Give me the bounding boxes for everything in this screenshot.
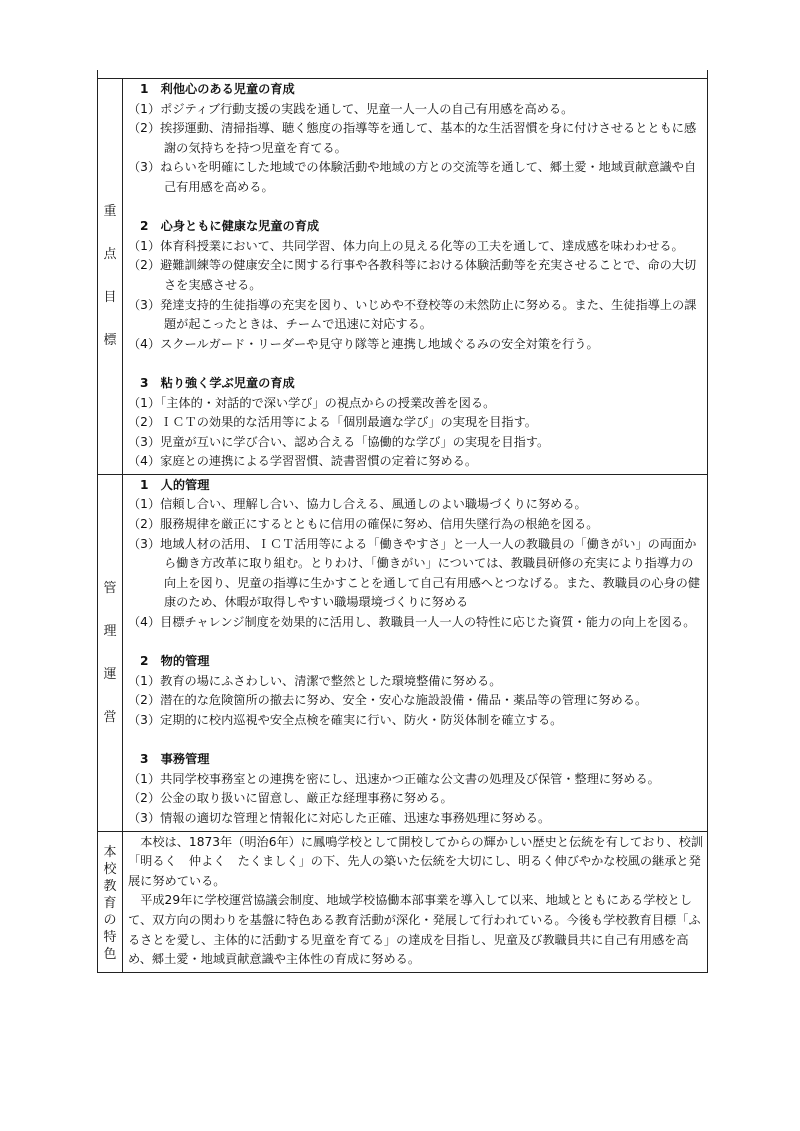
features-paragraph: 平成29年に学校運営協議会制度、地域学校協働本部事業を導入して以来、地域とともにある学校として、双方向の関わりを基盤に特色ある教育活動が深化・発展して行われている。今後も学校教育目標「ふるさとを愛し、主体的に活動する児童を育てる」の達成を目指し、児童及び教職員共に自己有用感を高め、郷土愛・地域貢献意識や主体性の育成に努める。 bbox=[128, 893, 701, 967]
group-heading: 2 心身ともに健康な児童の育成 bbox=[140, 219, 320, 234]
list-item: （2）公金の取り扱いに留意し、厳正な経理事務に努める。 bbox=[128, 791, 453, 806]
mgmt-group-clerical bbox=[128, 750, 704, 828]
group-heading: 2 物的管理 bbox=[140, 654, 210, 669]
group-heading: 3 粘り強く学ぶ児童の育成 bbox=[140, 375, 295, 390]
list-item: （2）ＩＣＴの効果的な活用等による「個別最適な学び」の実現を目指す。 bbox=[128, 415, 537, 430]
list-item: （3）発達支持的生徒指導の充実を図り、いじめや不登校等の未然防止に努める。また、生徒指導上の課題が起こったときは、チームで迅速に対応する。 bbox=[128, 297, 697, 332]
list-item: （4）スクールガード・リーダーや見守り隊等と連携し地域ぐるみの安全対策を行う。 bbox=[128, 336, 599, 351]
school-features-label-cell bbox=[98, 831, 123, 972]
features-paragraph: 本校は、1873年（明治6年）に鳳鳴学校として開校してからの輝かしい歴史と伝統を有しており、校訓「明るく 仲よく たくましく」の下、先人の築いた伝統を大切にし、明るく伸びやかな校風の継承と発展に努めている。 bbox=[128, 834, 704, 888]
group-heading: 3 事務管理 bbox=[140, 752, 210, 767]
list-item: （3）児童が互いに学び合い、認め合える「協働的な学び」の実現を目指す。 bbox=[128, 434, 550, 449]
list-item: （2）挨拶運動、清掃指導、聴く態度の指導等を通して、基本的な生活習慣を身に付けさせるとともに感謝の気持ちを持つ児童を育てる。 bbox=[128, 121, 697, 155]
management-row bbox=[98, 474, 708, 831]
priority-goals-content bbox=[123, 79, 708, 475]
table-edge-right bbox=[707, 70, 708, 78]
list-item: （3）地域人材の活用、ＩＣＴ活用等による「働きやすさ」と一人一人の教職員の「働きがい」の両面から働き方改革に取り組む。とりわけ、「働きがい」については、教職員研修の充実により指導力の向上を図り、児童の指導に生かすことを通して自己有用感へとつなげる。また、教職員の心身の健康のため、休暇が取得しやすい職場環境づくりに努める bbox=[128, 536, 701, 610]
school-features-row bbox=[98, 831, 708, 972]
list-item: （1）教育の場にふさわしい、清潔で整然とした環境整備に努める。 bbox=[128, 673, 502, 688]
management-label: 管 理 運 営 bbox=[103, 580, 117, 725]
group-heading: 1 利他心のある児童の育成 bbox=[140, 82, 295, 96]
list-item: （3）定期的に校内巡視や安全点検を確実に行い、防火・防災体制を確立する。 bbox=[128, 713, 563, 727]
list-item: （1）体育科授業において、共同学習、体力向上の見える化等の工夫を通して、達成感を味わわせる。 bbox=[128, 238, 684, 253]
table-edge-left bbox=[97, 70, 98, 78]
management-content bbox=[123, 474, 708, 831]
list-item: （1）信頼し合い、理解し合い、協力し合える、風通しのよい職場づくりに努める。 bbox=[128, 497, 587, 512]
priority-goals-label-cell bbox=[98, 79, 123, 475]
school-features-content bbox=[123, 831, 708, 972]
list-item: （4）目標チャレンジ制度を効果的に活用し、教職員一人一人の特性に応じた資質・能力の向上を図る。 bbox=[128, 615, 696, 630]
list-item: （4）家庭との連携による学習習慣、読書習慣の定着に努める。 bbox=[128, 454, 478, 469]
priority-goals-label: 重 点 目 標 bbox=[103, 204, 117, 349]
mgmt-group-personnel bbox=[128, 476, 704, 633]
list-item: （3）ねらいを明確にした地域での体験活動や地域の方との交流等を通して、郷土愛・地域貢献意識や自己有用感を高める。 bbox=[128, 160, 697, 194]
list-item: （3）情報の適切な管理と情報化に対応した正確、迅速な事務処理に努める。 bbox=[128, 810, 551, 825]
list-item: （2）服務規律を厳正にするとともに信用の確保に努め、信用失墜行為の根絶を図る。 bbox=[128, 517, 599, 532]
list-item: （1）共同学校事務室との連携を密にし、迅速かつ正確な公文書の処理及び保管・整理に努める。 bbox=[128, 771, 660, 786]
goal-group-altruism bbox=[128, 80, 704, 198]
priority-goals-row bbox=[98, 79, 708, 475]
list-item: （1）ポジティブ行動支援の実践を通して、児童一人一人の自己有用感を高める。 bbox=[128, 101, 574, 116]
list-item: （1）「主体的・対話的で深い学び」の視点からの授業改善を図る。 bbox=[128, 395, 496, 410]
list-item: （2）避難訓練等の健康安全に関する行事や各教科等における体験活動等を充実させることで、命の大切さを実感させる。 bbox=[128, 258, 697, 292]
goal-group-learning bbox=[128, 374, 704, 472]
management-label-cell bbox=[98, 474, 123, 831]
group-heading: 1 人的管理 bbox=[140, 477, 210, 492]
list-item: （2）潜在的な危険箇所の撤去に努め、安全・安心な施設設備・備品・薬品等の管理に努める。 bbox=[128, 693, 648, 708]
school-plan-table bbox=[97, 78, 708, 973]
goal-group-health bbox=[128, 217, 704, 354]
school-features-label: 本 校 教 育 の 特 色 bbox=[103, 844, 117, 962]
mgmt-group-facilities bbox=[128, 652, 704, 730]
